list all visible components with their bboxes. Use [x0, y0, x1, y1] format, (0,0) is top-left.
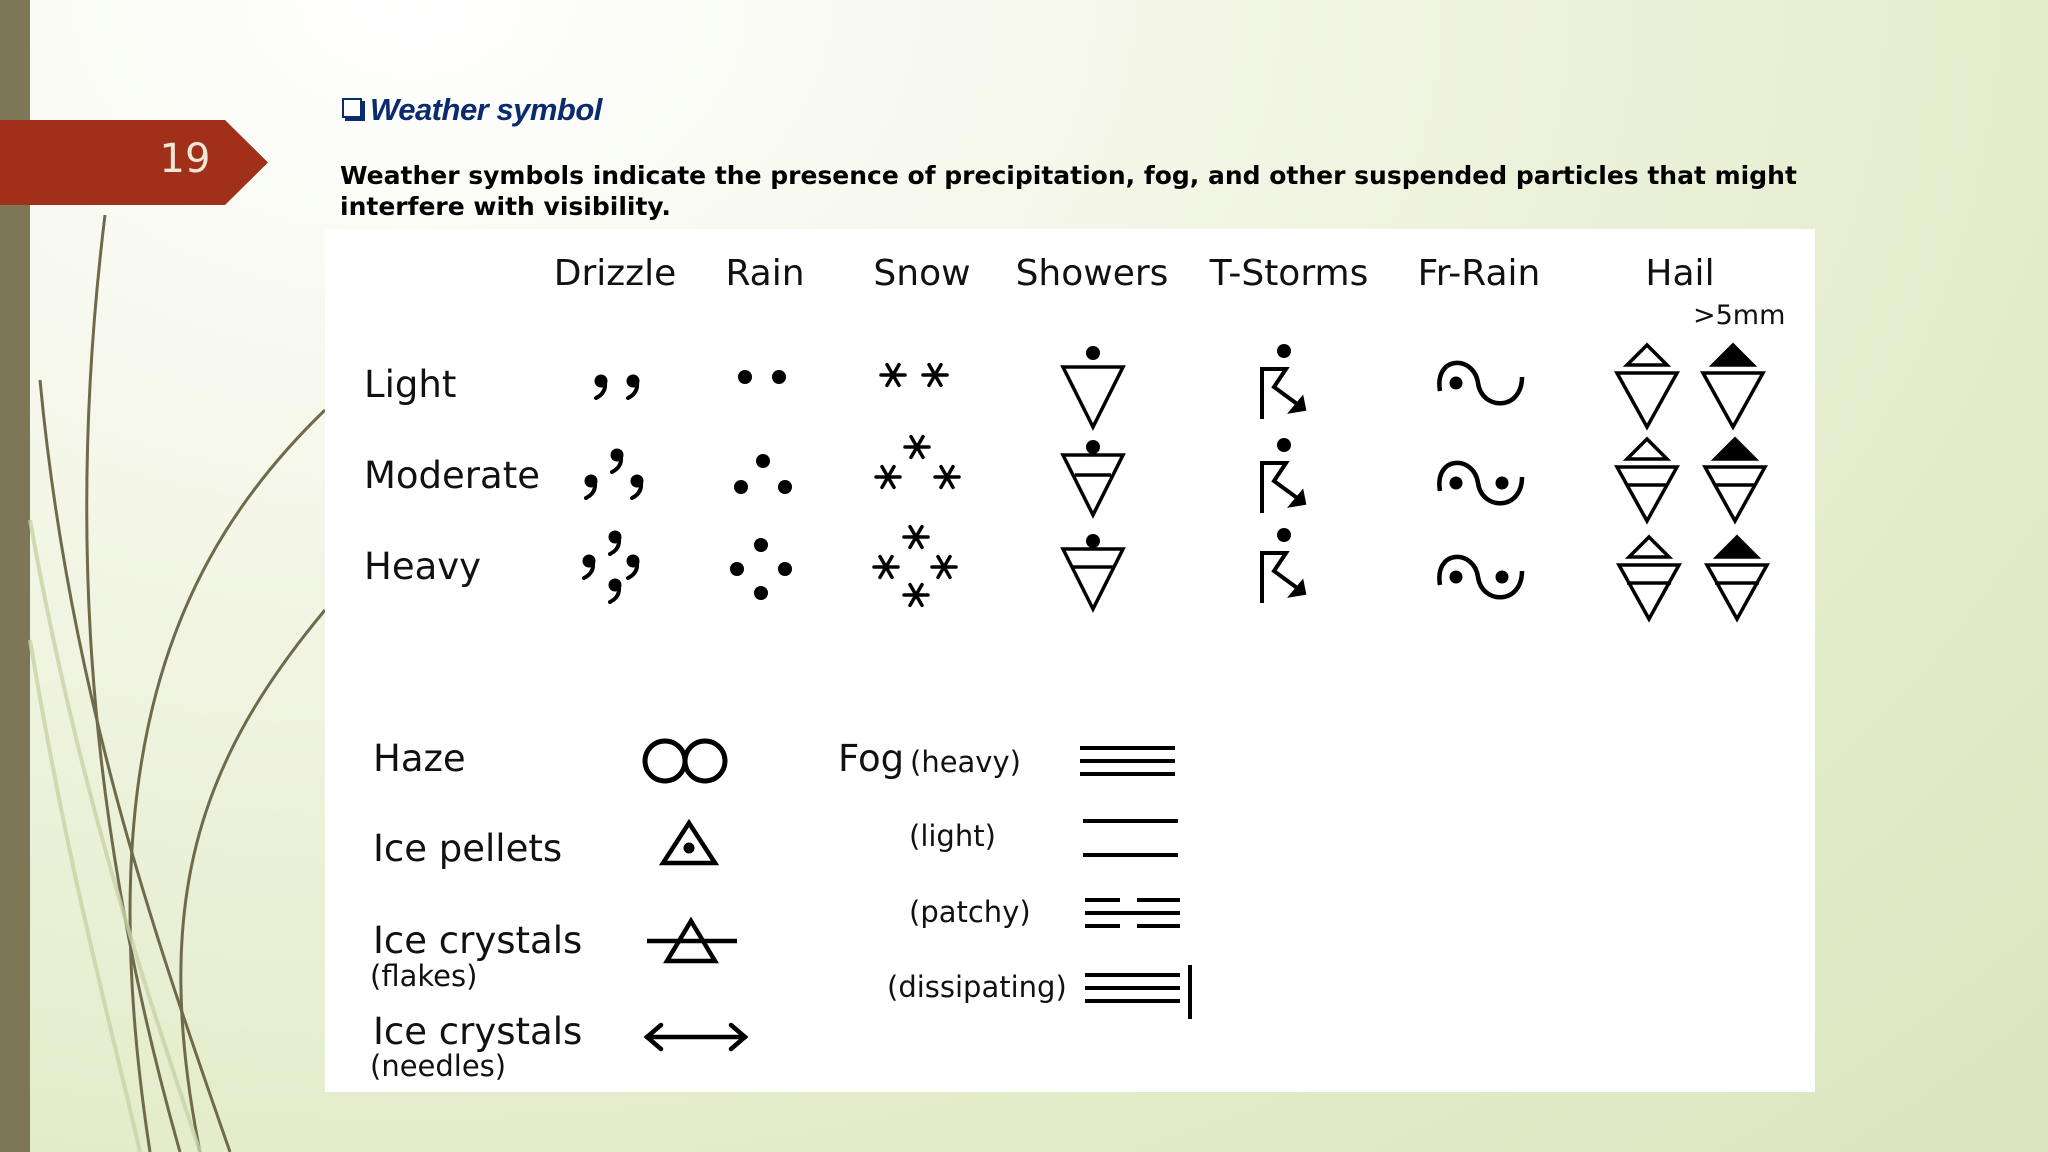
snow-moderate-icon: [876, 437, 959, 488]
snow-light-icon: [881, 365, 947, 386]
fog-patchy-icon: [1085, 900, 1180, 926]
col-header-frrain: Fr-Rain: [1417, 253, 1541, 294]
rain-heavy-icon: [730, 538, 792, 600]
ice-crystals-flakes-sub: (flakes): [370, 959, 478, 993]
symbol-drawings: [325, 229, 1815, 1092]
slide-number-tab: [0, 120, 268, 205]
showers-light-icon: [1063, 346, 1123, 427]
drizzle-light-icon: [595, 375, 640, 399]
tstorm-heavy-icon: [1262, 528, 1304, 603]
hail-light-icon: [1617, 345, 1763, 427]
checkbox-bullet-icon: [342, 98, 362, 118]
fog-label: Fog: [838, 737, 905, 780]
weather-symbol-chart: [325, 229, 1815, 1092]
col-header-drizzle: Drizzle: [553, 253, 677, 294]
fog-heavy-label: (heavy): [910, 745, 1021, 779]
row-label-moderate: Moderate: [364, 454, 540, 497]
row-label-heavy: Heavy: [364, 545, 482, 588]
tstorm-light-icon: [1262, 344, 1304, 419]
rain-moderate-icon: [734, 454, 792, 494]
haze-icon: [645, 741, 725, 781]
hail-heavy-icon: [1619, 537, 1767, 619]
row-label-light: Light: [364, 363, 457, 406]
slide-description: Weather symbols indicate the presence of precipitation, fog, and other suspended particles that might interfere with visibility.: [340, 161, 1797, 221]
fog-dissipating-label: (dissipating): [887, 970, 1067, 1004]
fog-light-label: (light): [909, 819, 996, 853]
col-header-hail: Hail: [1645, 253, 1715, 294]
col-header-tstorms: T-Storms: [1209, 253, 1369, 294]
drizzle-moderate-icon: [585, 449, 644, 499]
slide-title-text: Weather symbol: [370, 92, 602, 127]
drizzle-heavy-icon: [583, 531, 640, 603]
hail-size-note: >5mm: [1693, 300, 1786, 331]
col-header-rain: Rain: [725, 253, 805, 294]
fog-patchy-label: (patchy): [909, 895, 1031, 929]
ice-crystals-needles-icon: [647, 1025, 745, 1049]
ice-pellets-icon: [663, 823, 715, 863]
ice-crystals-flakes-label: Ice crystals: [373, 919, 583, 962]
ice-crystals-flakes-icon: [647, 921, 737, 961]
haze-label: Haze: [373, 737, 466, 780]
frrain-heavy-icon: [1439, 557, 1522, 597]
tstorm-moderate-icon: [1262, 438, 1304, 513]
col-header-showers: Showers: [1015, 253, 1169, 294]
slide-title: [342, 92, 602, 128]
ice-crystals-needles-label: Ice crystals: [373, 1010, 583, 1053]
fog-heavy-icon: [1080, 748, 1175, 774]
showers-heavy-icon: [1063, 534, 1123, 609]
showers-moderate-icon: [1063, 440, 1123, 515]
frrain-light-icon: [1439, 363, 1522, 403]
slide-number: 19: [159, 136, 211, 182]
ice-crystals-needles-sub: (needles): [370, 1049, 507, 1083]
ice-pellets-label: Ice pellets: [373, 827, 563, 870]
fog-dissipating-icon: [1085, 965, 1190, 1019]
frrain-moderate-icon: [1439, 463, 1522, 503]
col-header-snow: Snow: [873, 253, 971, 294]
rain-light-icon: [738, 370, 786, 384]
snow-heavy-icon: [874, 527, 956, 606]
hail-moderate-icon: [1617, 439, 1765, 521]
fog-light-icon: [1083, 821, 1178, 855]
